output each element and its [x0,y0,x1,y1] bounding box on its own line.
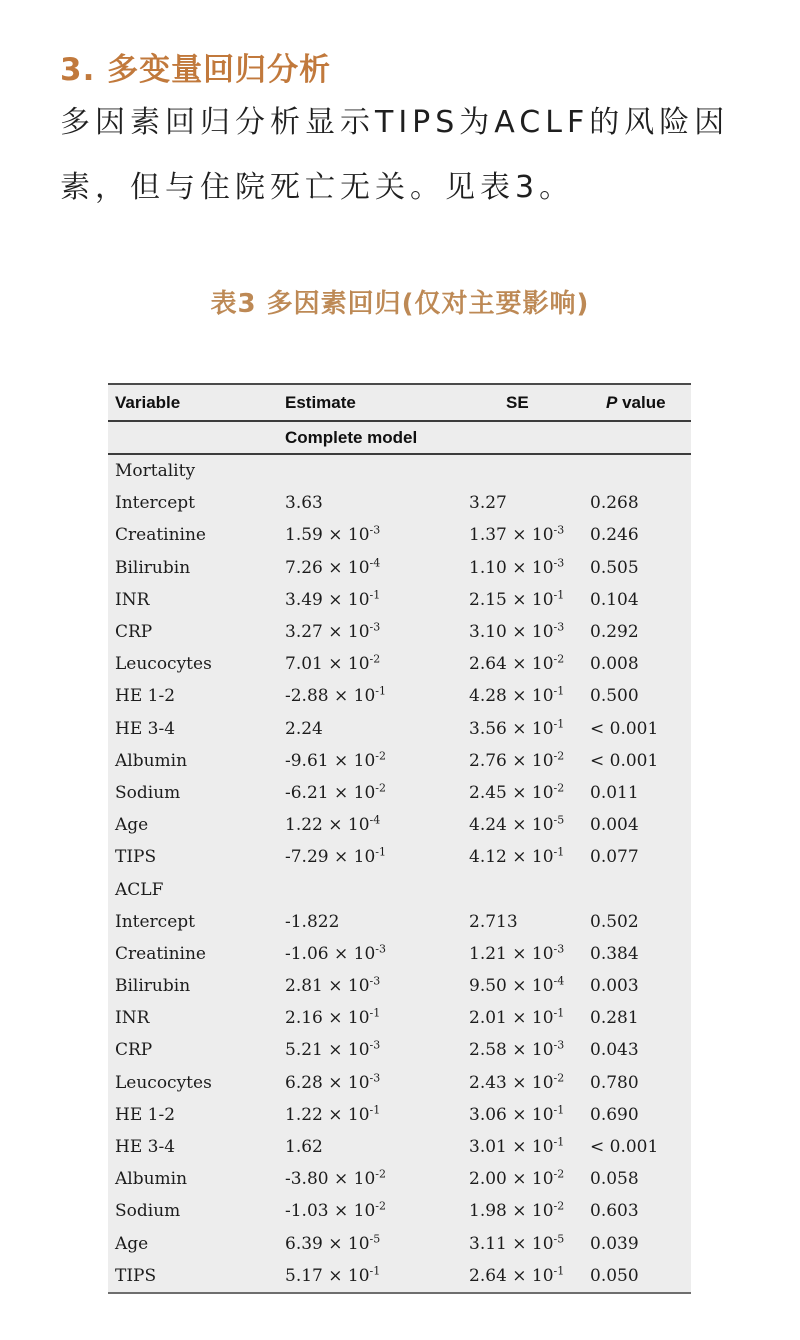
table-row [108,1034,691,1066]
table-header-row [108,385,691,422]
estimate-cell: 1.62 [285,1137,323,1158]
pvalue-cell: 0.246 [590,525,639,546]
table-row [108,1195,691,1227]
variable-cell: Creatinine [115,943,206,964]
variable-cell: Albumin [115,1169,188,1190]
variable-cell: HE 1-2 [115,1104,176,1125]
pvalue-cell: 0.502 [590,911,639,932]
pvalue-cell: 0.268 [590,493,639,514]
se-cell: $2.45 \times 10^{-2}$ [469,781,565,803]
se-cell: $9.50 \times 10^{-4}$ [469,974,565,997]
variable-cell: HE 1-2 [115,686,176,707]
pvalue-cell: 0.003 [590,976,639,997]
variable-cell: Sodium [115,1201,181,1222]
estimate-cell: $7.26 \times 10^{-4}$ [285,556,381,578]
pvalue-cell: 0.043 [590,1040,639,1061]
table-row [108,648,691,680]
se-cell: $3.11 \times 10^{-5}$ [469,1231,565,1254]
pvalue-cell: 0.050 [590,1265,639,1286]
table-row [108,938,691,970]
variable-cell: Intercept [115,493,195,514]
variable-cell: Creatinine [115,525,206,546]
se-cell: $2.43 \times 10^{-2}$ [469,1071,565,1093]
estimate-cell: $-6.21 \times 10^{-2}$ [285,781,386,803]
se-cell: $3.06 \times 10^{-1}$ [469,1103,565,1125]
pvalue-cell: 0.008 [590,654,639,675]
se-cell: $2.64 \times 10^{-2}$ [469,652,565,675]
estimate-cell: $-1.06 \times 10^{-3}$ [285,942,386,964]
table-section-row [108,455,691,487]
variable-cell: Intercept [115,911,195,932]
pvalue-cell: 0.603 [590,1201,639,1222]
table-row [108,1163,691,1195]
column-header: P value [606,392,666,412]
pvalue-cell: 0.505 [590,557,639,578]
estimate-cell: $-1.03 \times 10^{-2}$ [285,1199,386,1222]
pvalue-cell: 0.004 [590,815,639,836]
table-row [108,841,691,873]
se-cell: $1.10 \times 10^{-3}$ [469,556,565,578]
se-cell: $2.15 \times 10^{-1}$ [469,588,565,610]
pvalue-cell: 0.039 [590,1233,639,1254]
se-cell: $4.28 \times 10^{-1}$ [469,684,565,707]
estimate-cell: $7.01 \times 10^{-2}$ [285,652,381,675]
variable-cell: HE 3-4 [115,1137,176,1158]
table-row [108,487,691,519]
estimate-cell: $1.59 \times 10^{-3}$ [285,523,381,546]
table-row [108,1067,691,1099]
variable-cell: CRP [115,622,153,643]
estimate-cell: $-3.80 \times 10^{-2}$ [285,1167,386,1190]
estimate-cell: $-9.61 \times 10^{-2}$ [285,749,386,771]
pvalue-cell: 0.780 [590,1072,639,1093]
se-cell: $2.76 \times 10^{-2}$ [469,749,565,771]
pvalue-cell: < 0.001 [590,1137,659,1158]
table-row [108,1228,691,1260]
estimate-cell: $1.22 \times 10^{-1}$ [285,1103,381,1125]
section-label: Mortality [115,461,196,482]
section-label: ACLF [115,879,164,900]
pvalue-cell: 0.104 [590,589,639,610]
variable-cell: Bilirubin [115,976,191,997]
se-cell: 3.27 [469,493,507,514]
se-cell: $3.01 \times 10^{-1}$ [469,1135,565,1158]
variable-cell: HE 3-4 [115,718,176,739]
table-row [108,809,691,841]
se-cell: $2.58 \times 10^{-3}$ [469,1038,565,1061]
variable-cell: Sodium [115,782,181,803]
estimate-cell: $1.22 \times 10^{-4}$ [285,813,381,836]
pvalue-cell: < 0.001 [590,718,659,739]
table-row [108,616,691,648]
se-cell: $2.64 \times 10^{-1}$ [469,1264,565,1286]
table-title: 表3 多因素回归(仅对主要影响) [210,289,590,319]
estimate-cell: $6.39 \times 10^{-5}$ [285,1231,381,1254]
se-cell: 2.713 [469,911,518,932]
se-cell: $4.12 \times 10^{-1}$ [469,845,565,868]
pvalue-cell: 0.281 [590,1008,639,1029]
pvalue-cell: 0.292 [590,622,639,643]
se-cell: $3.10 \times 10^{-3}$ [469,620,565,643]
variable-cell: INR [115,589,150,610]
column-header: Variable [115,392,181,412]
table-row [108,1002,691,1034]
regression-table [108,383,691,1294]
estimate-cell: -1.822 [285,911,340,932]
table-row [108,584,691,616]
table-subheader-row [108,422,691,455]
column-header: Estimate [285,392,356,412]
table-row [108,519,691,551]
table-row [108,1099,691,1131]
se-cell: $4.24 \times 10^{-5}$ [469,813,565,836]
variable-cell: INR [115,1008,150,1029]
table-section-row [108,873,691,905]
se-cell: $1.98 \times 10^{-2}$ [469,1199,565,1222]
table-row [108,713,691,745]
table-row [108,906,691,938]
body-paragraph: 多因素回归分析显示TIPS为ACLF的风险因素，但与住院死亡无关。见表3。 [60,105,730,205]
estimate-cell: $3.27 \times 10^{-3}$ [285,620,381,643]
pvalue-cell: 0.500 [590,686,639,707]
table-row [108,680,691,712]
pvalue-cell: 0.690 [590,1104,639,1125]
estimate-cell: $6.28 \times 10^{-3}$ [285,1071,381,1093]
variable-cell: CRP [115,1040,153,1061]
se-cell: $1.37 \times 10^{-3}$ [469,523,565,546]
variable-cell: Leucocytes [115,654,212,675]
estimate-cell: $5.21 \times 10^{-3}$ [285,1038,381,1061]
variable-cell: Age [115,815,149,836]
se-cell: $2.00 \times 10^{-2}$ [469,1167,565,1190]
table-row [108,745,691,777]
estimate-cell: 2.24 [285,718,323,739]
estimate-cell: $-2.88 \times 10^{-1}$ [285,684,386,707]
variable-cell: TIPS [115,1265,157,1286]
table-row [108,552,691,584]
estimate-cell: $5.17 \times 10^{-1}$ [285,1264,381,1286]
variable-cell: Albumin [115,750,188,771]
pvalue-cell: 0.384 [590,943,639,964]
estimate-cell: $2.81 \times 10^{-3}$ [285,974,381,997]
pvalue-cell: 0.058 [590,1169,639,1190]
table-row [108,777,691,809]
subheader-label: Complete model [285,427,418,447]
table-row [108,1131,691,1163]
variable-cell: TIPS [115,847,157,868]
table-row [108,1260,691,1292]
se-cell: $2.01 \times 10^{-1}$ [469,1006,565,1029]
pvalue-cell: 0.077 [590,847,639,868]
estimate-cell: $3.49 \times 10^{-1}$ [285,588,381,610]
pvalue-cell: 0.011 [590,782,639,803]
estimate-cell: $2.16 \times 10^{-1}$ [285,1006,381,1029]
pvalue-cell: < 0.001 [590,750,659,771]
variable-cell: Bilirubin [115,557,191,578]
variable-cell: Age [115,1233,149,1254]
se-cell: $3.56 \times 10^{-1}$ [469,716,565,739]
variable-cell: Leucocytes [115,1072,212,1093]
estimate-cell: $-7.29 \times 10^{-1}$ [285,845,386,868]
se-cell: $1.21 \times 10^{-3}$ [469,942,565,964]
estimate-cell: 3.63 [285,493,323,514]
section-heading: 3. 多变量回归分析 [60,52,332,88]
table-row [108,970,691,1002]
column-header: SE [506,392,529,412]
